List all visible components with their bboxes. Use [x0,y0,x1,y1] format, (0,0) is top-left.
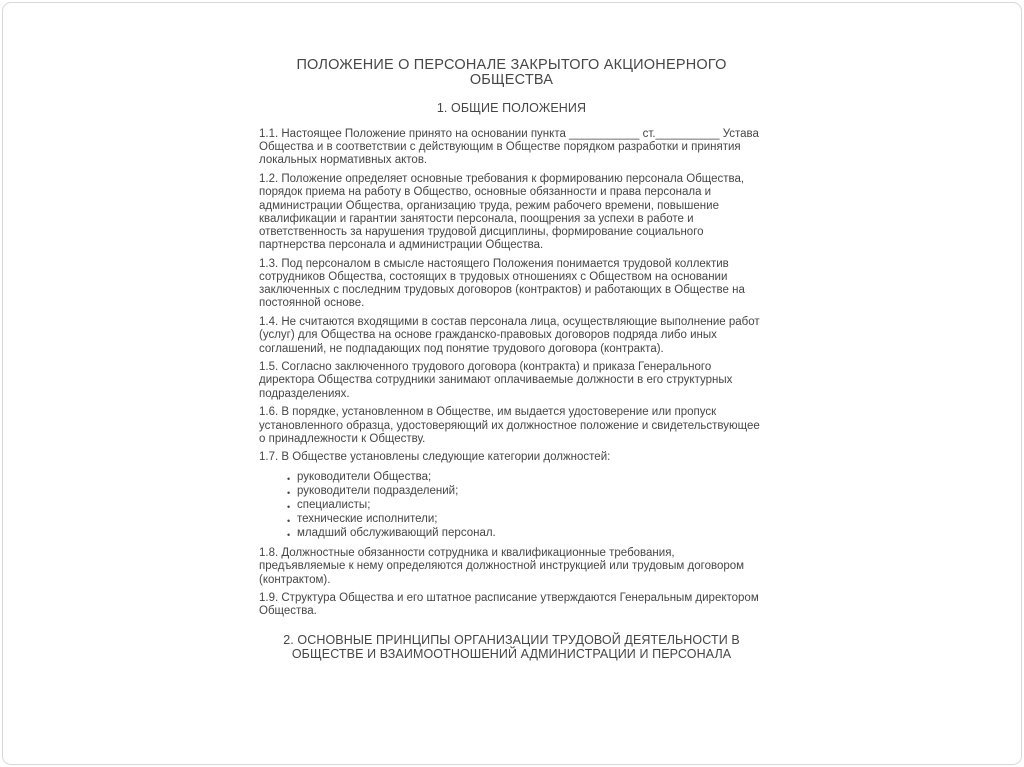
paragraph-1-5: 1.5. Согласно заключенного трудового договора (контракта) и приказа Генерального директора Общества сотрудники занимают оплачиваемые должности в его структурных подразделениях. [259,361,733,400]
list-item: • руководители Общества; [297,470,764,484]
paragraph-1-6: 1.6. В порядке, установленном в Обществе, им выдается удостоверение или пропуск установленного образца, удостоверяющий их должностное положение и свидетельствующее о принадлежности к Обществу. [259,406,760,445]
section-1-heading: 1. ОБЩИЕ ПОЛОЖЕНИЯ [436,101,587,115]
paragraph-1-9: 1.9. Структура Общества и его штатное расписание утверждаются Генеральным директором Общества. [259,592,759,618]
list-item: • младший обслуживающий персонал. [297,526,764,540]
paragraph-1-7: 1.7. В Обществе установлены следующие категории должностей: [259,451,611,464]
document-title: ПОЛОЖЕНИЕ О ПЕРСОНАЛЕ ЗАКРЫТОГО АКЦИОНЕРНОГО ОБЩЕСТВА [296,57,727,88]
list-item: • специалисты; [297,498,764,512]
paragraph-1-4: 1.4. Не считаются входящими в состав персонала лица, осуществляющие выполнение работ (услуг) для Общества на основе гражданско-правовых договоров подряда либо иных соглашений, не подпадающих под понятие трудового договора (контракта). [259,316,760,355]
paragraph-1-8: 1.8. Должностные обязанности сотрудника и квалификационные требования, предъявляемые к нему определяются должностной инструкцией или трудовым договором (контрактом). [259,547,745,586]
section-2-heading: 2. ОСНОВНЫЕ ПРИНЦИПЫ ОРГАНИЗАЦИИ ТРУДОВОЙ ДЕЯТЕЛЬНОСТИ В ОБЩЕСТВЕ И ВЗАИМООТНОШЕНИЙ АДМИНИСТРАЦИИ И ПЕРСОНАЛА [283,632,740,661]
paragraph-1-1: 1.1. Настоящее Положение принято на основании пункта ___________ ст.__________ Устава Общества и в соответствии с действующим в Обществе порядком разработки и принятия локальных нормативных актов. [259,128,759,167]
list-item: • технические исполнители; [297,512,764,526]
document-content [259,58,764,661]
paragraph-1-2: 1.2. Положение определяет основные требования к формированию персонала Общества, порядок приема на работу в Общество, основные обязанности и права персонала и администрации Общества, организацию труда, режим рабочего времени, повышение квалификации и гарантии занятости персонала, поощрения за успехи в работе и ответственность за нарушения трудовой дисциплины, формирование социального партнерства персонала и администрации Общества. [259,173,745,252]
paragraph-1-3: 1.3. Под персоналом в смысле настоящего Положения понимается трудовой коллектив сотрудников Общества, состоящих в трудовых отношениях с Обществом на основании заключенных с последним трудовых договоров (контрактов) и работающих в Обществе на постоянной основе. [259,257,745,310]
list-item: • руководители подразделений; [297,484,764,498]
categories-list [259,470,764,540]
